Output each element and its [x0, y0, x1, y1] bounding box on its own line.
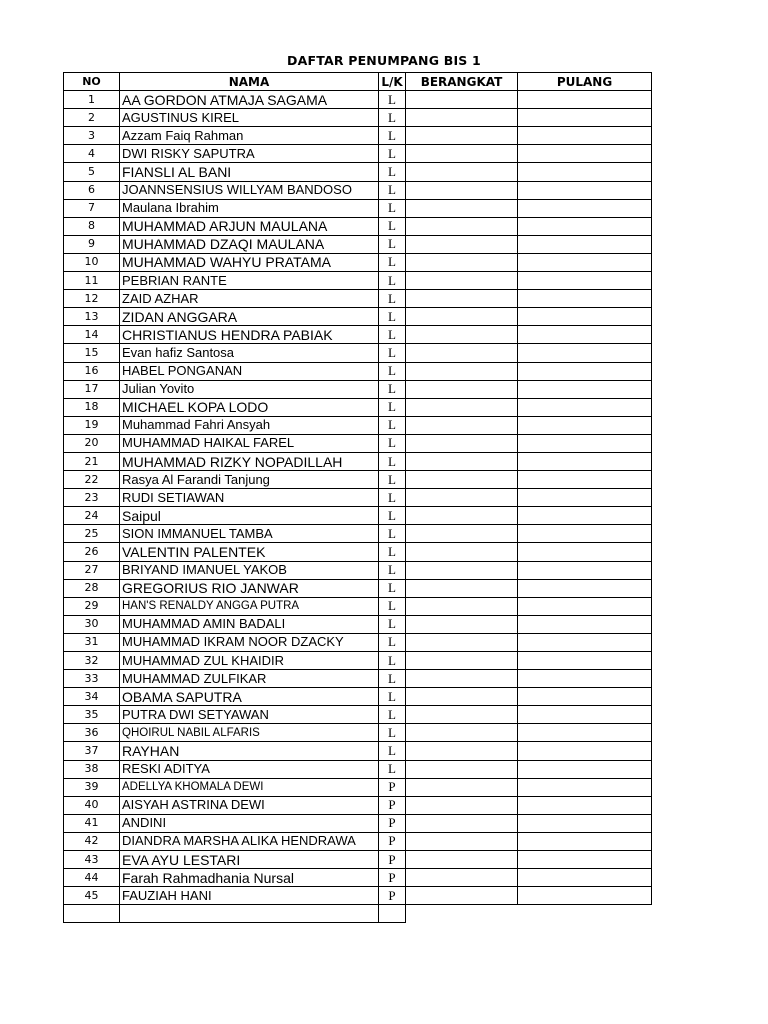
header-no: NO: [64, 73, 120, 91]
table-body: [64, 91, 652, 923]
row-berangkat: [406, 127, 518, 145]
row-lk: L: [379, 272, 406, 290]
row-no: 33: [64, 670, 120, 688]
empty-cell: [406, 905, 518, 923]
row-no: 14: [64, 326, 120, 344]
row-pulang: [518, 217, 652, 235]
row-no: 26: [64, 543, 120, 561]
row-berangkat: [406, 109, 518, 127]
row-nama: BRIYAND IMANUEL YAKOB: [120, 561, 379, 579]
table-row: [64, 887, 652, 905]
table-row: [64, 579, 652, 597]
table-row: [64, 91, 652, 109]
row-berangkat: [406, 561, 518, 579]
row-berangkat: [406, 688, 518, 706]
row-pulang: [518, 362, 652, 380]
row-nama: HAN'S RENALDY ANGGA PUTRA: [120, 597, 379, 615]
row-lk: P: [379, 887, 406, 905]
row-berangkat: [406, 597, 518, 615]
row-pulang: [518, 579, 652, 597]
row-nama: Saipul: [120, 507, 379, 525]
row-no: 20: [64, 434, 120, 452]
row-pulang: [518, 796, 652, 814]
row-berangkat: [406, 272, 518, 290]
table-row: [64, 525, 652, 543]
table-row: [64, 127, 652, 145]
row-pulang: [518, 199, 652, 217]
row-pulang: [518, 452, 652, 470]
row-berangkat: [406, 869, 518, 887]
table-row: [64, 543, 652, 561]
header-lk: L/K: [379, 73, 406, 91]
row-pulang: [518, 326, 652, 344]
row-no: 4: [64, 145, 120, 163]
row-nama: DWI RISKY SAPUTRA: [120, 145, 379, 163]
row-lk: L: [379, 434, 406, 452]
row-no: 2: [64, 109, 120, 127]
row-pulang: [518, 507, 652, 525]
table-row: [64, 832, 652, 850]
row-no: 18: [64, 398, 120, 416]
row-nama: RESKI ADITYA: [120, 760, 379, 778]
row-berangkat: [406, 615, 518, 633]
row-nama: Maulana Ibrahim: [120, 199, 379, 217]
row-berangkat: [406, 832, 518, 850]
row-berangkat: [406, 760, 518, 778]
row-no: 24: [64, 507, 120, 525]
table-row: [64, 362, 652, 380]
row-nama: EVA AYU LESTARI: [120, 851, 379, 869]
table-row: [64, 851, 652, 869]
row-lk: P: [379, 851, 406, 869]
row-lk: P: [379, 832, 406, 850]
row-lk: L: [379, 525, 406, 543]
row-no: 3: [64, 127, 120, 145]
empty-row: [64, 905, 652, 923]
row-berangkat: [406, 380, 518, 398]
row-berangkat: [406, 489, 518, 507]
row-no: 45: [64, 887, 120, 905]
row-berangkat: [406, 344, 518, 362]
row-nama: Azzam Faiq Rahman: [120, 127, 379, 145]
row-nama: Muhammad Fahri Ansyah: [120, 416, 379, 434]
row-berangkat: [406, 652, 518, 670]
table-row: [64, 326, 652, 344]
row-berangkat: [406, 163, 518, 181]
row-no: 11: [64, 272, 120, 290]
row-berangkat: [406, 525, 518, 543]
row-lk: L: [379, 109, 406, 127]
table-row: [64, 398, 652, 416]
row-pulang: [518, 416, 652, 434]
row-pulang: [518, 525, 652, 543]
row-pulang: [518, 181, 652, 199]
row-pulang: [518, 235, 652, 253]
row-nama: CHRISTIANUS HENDRA PABIAK: [120, 326, 379, 344]
row-no: 22: [64, 471, 120, 489]
row-berangkat: [406, 471, 518, 489]
row-berangkat: [406, 290, 518, 308]
row-no: 27: [64, 561, 120, 579]
table-row: [64, 796, 652, 814]
row-pulang: [518, 688, 652, 706]
row-nama: FIANSLI AL BANI: [120, 163, 379, 181]
row-no: 29: [64, 597, 120, 615]
row-lk: L: [379, 471, 406, 489]
header-pulang: PULANG: [518, 73, 652, 91]
row-no: 35: [64, 706, 120, 724]
row-pulang: [518, 724, 652, 742]
row-lk: P: [379, 814, 406, 832]
row-berangkat: [406, 91, 518, 109]
row-lk: L: [379, 308, 406, 326]
header-berangkat: BERANGKAT: [406, 73, 518, 91]
table-row: [64, 597, 652, 615]
row-pulang: [518, 434, 652, 452]
row-lk: L: [379, 416, 406, 434]
table-row: [64, 778, 652, 796]
row-nama: Farah Rahmadhania Nursal: [120, 869, 379, 887]
row-nama: Rasya Al Farandi Tanjung: [120, 471, 379, 489]
row-nama: HABEL PONGANAN: [120, 362, 379, 380]
table-row: [64, 290, 652, 308]
row-lk: L: [379, 561, 406, 579]
empty-cell: [64, 905, 120, 923]
row-no: 15: [64, 344, 120, 362]
row-pulang: [518, 398, 652, 416]
row-pulang: [518, 887, 652, 905]
row-nama: MUHAMMAD ARJUN MAULANA: [120, 217, 379, 235]
row-berangkat: [406, 742, 518, 760]
table-row: [64, 416, 652, 434]
row-nama: AA GORDON ATMAJA SAGAMA: [120, 91, 379, 109]
row-lk: L: [379, 633, 406, 651]
row-berangkat: [406, 887, 518, 905]
row-no: 12: [64, 290, 120, 308]
row-berangkat: [406, 670, 518, 688]
row-nama: MICHAEL KOPA LODO: [120, 398, 379, 416]
row-nama: PUTRA DWI SETYAWAN: [120, 706, 379, 724]
row-no: 1: [64, 91, 120, 109]
row-lk: L: [379, 760, 406, 778]
table-row: [64, 670, 652, 688]
row-berangkat: [406, 778, 518, 796]
table-row: [64, 217, 652, 235]
table-row: [64, 507, 652, 525]
table-row: [64, 380, 652, 398]
table-row: [64, 471, 652, 489]
table-row: [64, 724, 652, 742]
row-pulang: [518, 851, 652, 869]
row-no: 43: [64, 851, 120, 869]
row-no: 40: [64, 796, 120, 814]
row-nama: ZIDAN ANGGARA: [120, 308, 379, 326]
row-pulang: [518, 380, 652, 398]
row-no: 39: [64, 778, 120, 796]
row-lk: L: [379, 706, 406, 724]
row-berangkat: [406, 398, 518, 416]
row-no: 37: [64, 742, 120, 760]
row-pulang: [518, 344, 652, 362]
row-nama: VALENTIN PALENTEK: [120, 543, 379, 561]
row-pulang: [518, 109, 652, 127]
empty-cell: [379, 905, 406, 923]
row-berangkat: [406, 452, 518, 470]
row-lk: L: [379, 127, 406, 145]
table-row: [64, 742, 652, 760]
row-berangkat: [406, 145, 518, 163]
table-row: [64, 706, 652, 724]
row-nama: AISYAH ASTRINA DEWI: [120, 796, 379, 814]
table-row: [64, 869, 652, 887]
row-berangkat: [406, 199, 518, 217]
row-berangkat: [406, 507, 518, 525]
row-no: 31: [64, 633, 120, 651]
row-pulang: [518, 471, 652, 489]
row-lk: L: [379, 688, 406, 706]
passenger-table: [63, 72, 652, 923]
row-pulang: [518, 253, 652, 271]
row-lk: L: [379, 579, 406, 597]
row-nama: MUHAMMAD IKRAM NOOR DZACKY: [120, 633, 379, 651]
table-row: [64, 489, 652, 507]
row-lk: P: [379, 778, 406, 796]
row-berangkat: [406, 579, 518, 597]
row-lk: L: [379, 742, 406, 760]
row-no: 42: [64, 832, 120, 850]
table-row: [64, 181, 652, 199]
row-lk: P: [379, 869, 406, 887]
row-no: 30: [64, 615, 120, 633]
row-nama: PEBRIAN RANTE: [120, 272, 379, 290]
table-row: [64, 145, 652, 163]
table-row: [64, 452, 652, 470]
row-no: 10: [64, 253, 120, 271]
row-no: 9: [64, 235, 120, 253]
table-row: [64, 434, 652, 452]
row-nama: GREGORIUS RIO JANWAR: [120, 579, 379, 597]
row-pulang: [518, 706, 652, 724]
row-berangkat: [406, 308, 518, 326]
row-nama: RAYHAN: [120, 742, 379, 760]
row-no: 25: [64, 525, 120, 543]
row-nama: DIANDRA MARSHA ALIKA HENDRAWA: [120, 832, 379, 850]
row-pulang: [518, 869, 652, 887]
row-nama: SION IMMANUEL TAMBA: [120, 525, 379, 543]
table-row: [64, 760, 652, 778]
row-berangkat: [406, 253, 518, 271]
row-lk: L: [379, 380, 406, 398]
row-nama: RUDI SETIAWAN: [120, 489, 379, 507]
row-pulang: [518, 760, 652, 778]
row-lk: L: [379, 235, 406, 253]
row-berangkat: [406, 434, 518, 452]
row-no: 38: [64, 760, 120, 778]
row-lk: L: [379, 507, 406, 525]
row-pulang: [518, 670, 652, 688]
row-no: 23: [64, 489, 120, 507]
table-header-row: [64, 73, 652, 91]
row-nama: MUHAMMAD ZULFIKAR: [120, 670, 379, 688]
row-pulang: [518, 127, 652, 145]
document-title: DAFTAR PENUMPANG BIS 1: [287, 53, 481, 68]
row-berangkat: [406, 633, 518, 651]
row-pulang: [518, 814, 652, 832]
table-row: [64, 235, 652, 253]
row-lk: L: [379, 615, 406, 633]
row-nama: ZAID AZHAR: [120, 290, 379, 308]
row-nama: Julian Yovito: [120, 380, 379, 398]
row-no: 17: [64, 380, 120, 398]
row-pulang: [518, 308, 652, 326]
row-no: 7: [64, 199, 120, 217]
row-pulang: [518, 597, 652, 615]
row-berangkat: [406, 706, 518, 724]
row-pulang: [518, 778, 652, 796]
row-berangkat: [406, 796, 518, 814]
row-nama: MUHAMMAD AMIN BADALI: [120, 615, 379, 633]
row-lk: L: [379, 362, 406, 380]
row-nama: ANDINI: [120, 814, 379, 832]
row-pulang: [518, 615, 652, 633]
row-no: 5: [64, 163, 120, 181]
row-lk: L: [379, 652, 406, 670]
row-berangkat: [406, 326, 518, 344]
row-lk: L: [379, 199, 406, 217]
row-nama: FAUZIAH HANI: [120, 887, 379, 905]
row-nama: MUHAMMAD HAIKAL FAREL: [120, 434, 379, 452]
table-row: [64, 109, 652, 127]
row-nama: AGUSTINUS KIREL: [120, 109, 379, 127]
row-no: 6: [64, 181, 120, 199]
row-lk: L: [379, 452, 406, 470]
row-no: 28: [64, 579, 120, 597]
table-row: [64, 272, 652, 290]
table-row: [64, 308, 652, 326]
row-pulang: [518, 163, 652, 181]
row-pulang: [518, 272, 652, 290]
table-row: [64, 688, 652, 706]
table-row: [64, 652, 652, 670]
row-pulang: [518, 652, 652, 670]
row-lk: L: [379, 163, 406, 181]
row-lk: L: [379, 253, 406, 271]
row-berangkat: [406, 724, 518, 742]
row-lk: L: [379, 145, 406, 163]
row-berangkat: [406, 362, 518, 380]
row-lk: L: [379, 543, 406, 561]
table-row: [64, 633, 652, 651]
row-lk: L: [379, 181, 406, 199]
row-pulang: [518, 543, 652, 561]
row-lk: L: [379, 217, 406, 235]
row-nama: MUHAMMAD ZUL KHAIDIR: [120, 652, 379, 670]
row-nama: JOANNSENSIUS WILLYAM BANDOSO: [120, 181, 379, 199]
row-no: 19: [64, 416, 120, 434]
row-no: 32: [64, 652, 120, 670]
table-row: [64, 163, 652, 181]
row-no: 21: [64, 452, 120, 470]
row-lk: L: [379, 344, 406, 362]
row-nama: QHOIRUL NABIL ALFARIS: [120, 724, 379, 742]
row-no: 36: [64, 724, 120, 742]
row-berangkat: [406, 416, 518, 434]
row-nama: MUHAMMAD RIZKY NOPADILLAH: [120, 452, 379, 470]
table-row: [64, 199, 652, 217]
table-row: [64, 344, 652, 362]
row-nama: MUHAMMAD DZAQI MAULANA: [120, 235, 379, 253]
row-lk: L: [379, 326, 406, 344]
row-no: 41: [64, 814, 120, 832]
row-nama: MUHAMMAD WAHYU PRATAMA: [120, 253, 379, 271]
row-no: 8: [64, 217, 120, 235]
empty-cell: [518, 905, 652, 923]
header-nama: NAMA: [120, 73, 379, 91]
row-no: 13: [64, 308, 120, 326]
row-pulang: [518, 832, 652, 850]
row-no: 16: [64, 362, 120, 380]
row-lk: L: [379, 489, 406, 507]
row-lk: L: [379, 597, 406, 615]
row-nama: ADELLYA KHOMALA DEWI: [120, 778, 379, 796]
row-berangkat: [406, 217, 518, 235]
row-lk: L: [379, 724, 406, 742]
row-pulang: [518, 742, 652, 760]
row-berangkat: [406, 543, 518, 561]
row-lk: L: [379, 670, 406, 688]
row-pulang: [518, 290, 652, 308]
row-lk: L: [379, 398, 406, 416]
table-row: [64, 814, 652, 832]
table-row: [64, 615, 652, 633]
row-pulang: [518, 561, 652, 579]
row-nama: Evan hafiz Santosa: [120, 344, 379, 362]
row-berangkat: [406, 181, 518, 199]
row-pulang: [518, 91, 652, 109]
table-row: [64, 561, 652, 579]
row-lk: P: [379, 796, 406, 814]
row-berangkat: [406, 851, 518, 869]
row-no: 44: [64, 869, 120, 887]
table-row: [64, 253, 652, 271]
row-lk: L: [379, 290, 406, 308]
row-pulang: [518, 489, 652, 507]
row-berangkat: [406, 814, 518, 832]
row-pulang: [518, 145, 652, 163]
row-pulang: [518, 633, 652, 651]
row-lk: L: [379, 91, 406, 109]
empty-cell: [120, 905, 379, 923]
row-no: 34: [64, 688, 120, 706]
row-berangkat: [406, 235, 518, 253]
row-nama: OBAMA SAPUTRA: [120, 688, 379, 706]
